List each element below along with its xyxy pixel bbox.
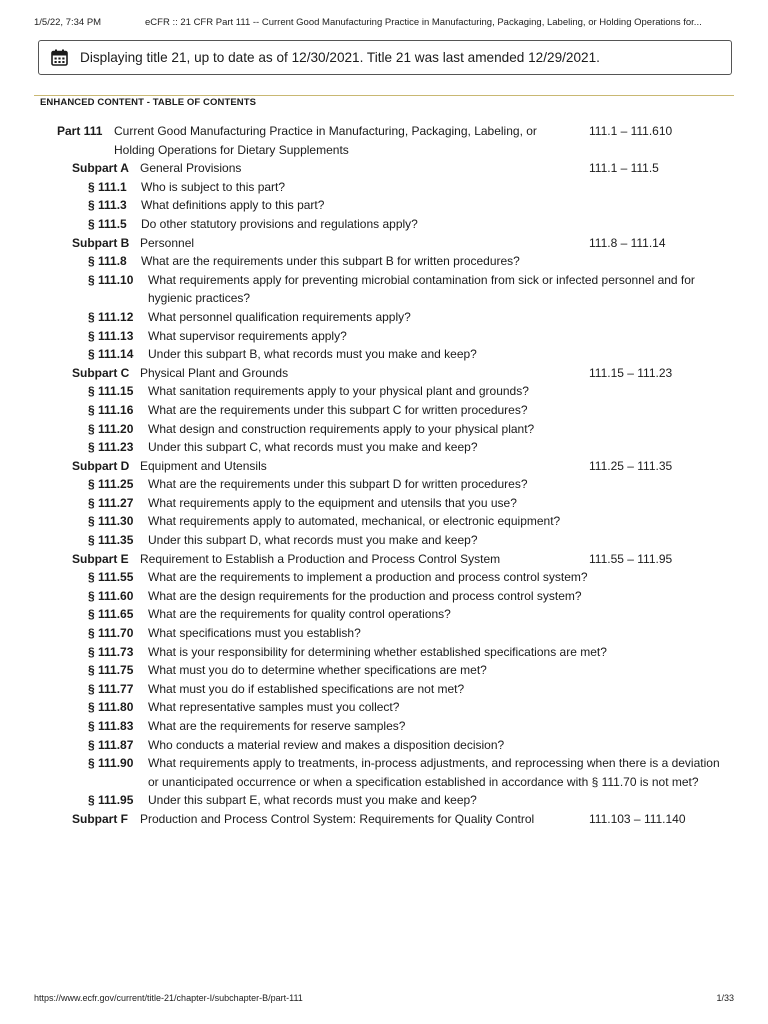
print-header [34,17,734,28]
section-title: What are the requirements to implement a production and process control system? [148,570,588,585]
banner-message: Displaying title 21, up to date as of 12/30/2021. Title 21 was last amended 12/29/2021. [80,50,600,65]
section-title: What definitions apply to this part? [141,198,325,213]
print-footer [34,993,734,1003]
subpart-title: Production and Process Control System: Requirements for Quality Control [140,811,535,826]
section-title: What are the requirements for quality control operations? [148,607,451,622]
section-title: What are the requirements under this subpart D for written procedures? [148,477,528,492]
section-number[interactable]: § 111.10 [88,272,134,287]
toc-section-row[interactable] [0,215,768,234]
toc-section-row[interactable] [0,420,768,439]
section-title: Under this subpart C, what records must you make and keep? [148,440,478,455]
toc-section-row[interactable] [0,401,768,420]
subpart-label[interactable]: Subpart E [72,551,129,566]
section-title: What specifications must you establish? [148,626,361,641]
toc-heading: ENHANCED CONTENT - TABLE OF CONTENTS [40,97,257,108]
subpart-range: 111.25 – 111.35 [589,458,673,473]
section-title: Who is subject to this part? [141,179,286,194]
toc-section-row[interactable] [0,345,768,364]
toc-section-row[interactable] [0,271,768,308]
section-number[interactable]: § 111.23 [88,440,134,455]
section-number[interactable]: § 111.8 [88,254,127,269]
section-title: Do other statutory provisions and regulations apply? [141,216,418,231]
table-of-contents [0,122,768,829]
section-number[interactable]: § 111.90 [88,756,134,771]
section-title: What requirements apply to treatments, in-process adjustments, and reprocessing when there is a deviation or unanticipated occurrence or when a specification established in accordance with § 111.70 is not met? [148,756,720,789]
toc-section-row[interactable] [0,196,768,215]
section-title: What is your responsibility for determining whether established specifications are met? [148,644,607,659]
toc-section-row[interactable] [0,382,768,401]
toc-section-row[interactable] [0,680,768,699]
section-number[interactable]: § 111.3 [88,198,127,213]
toc-section-row[interactable] [0,475,768,494]
section-number[interactable]: § 111.5 [88,216,127,231]
toc-subpart-row[interactable] [0,364,768,383]
section-title: What personnel qualification requirements apply? [148,309,411,324]
section-number[interactable]: § 111.55 [88,570,134,585]
subpart-title: General Provisions [140,161,242,176]
toc-section-row[interactable] [0,308,768,327]
section-title: What are the requirements for reserve samples? [148,719,406,733]
section-title: Under this subpart B, what records must you make and keep? [148,347,477,362]
section-number[interactable]: § 111.14 [88,347,134,362]
section-number[interactable]: § 111.30 [88,514,134,529]
section-number[interactable]: § 111.95 [88,793,134,808]
subpart-range: 111.15 – 111.23 [589,365,673,380]
calendar-icon [51,49,68,66]
section-number[interactable]: § 111.20 [88,421,134,436]
print-page-title: eCFR :: 21 CFR Part 111 -- Current Good Manufacturing Practice in Manufacturing, Packaging, Labeling, or Holding Operations for... [145,17,702,28]
subpart-title: Personnel [140,235,195,250]
subpart-range: 111.8 – 111.14 [589,235,666,250]
section-number[interactable]: § 111.35 [88,533,134,548]
section-number[interactable]: § 111.16 [88,402,134,417]
toc-subpart-row[interactable] [0,810,768,829]
section-number[interactable]: § 111.83 [88,719,134,733]
subpart-range: 111.55 – 111.95 [589,551,673,566]
section-number[interactable]: § 111.73 [88,644,134,659]
subpart-title: Requirement to Establish a Production and Process Control System [140,551,501,566]
toc-subpart-row[interactable] [0,457,768,476]
toc-section-row[interactable] [0,661,768,680]
section-number[interactable]: § 111.77 [88,681,134,696]
section-title: What sanitation requirements apply to your physical plant and grounds? [148,384,529,399]
part-range: 111.1 – 111.610 [589,124,673,138]
section-number[interactable]: § 111.87 [88,737,134,752]
print-url: https://www.ecfr.gov/current/title-21/chapter-I/subchapter-B/part-111 [34,993,303,1003]
section-title: Under this subpart E, what records must you make and keep? [148,793,477,808]
toc-section-row[interactable] [0,624,768,643]
version-banner [38,40,732,75]
toc-section-row[interactable] [0,754,768,791]
section-title: What design and construction requirements apply to your physical plant? [148,421,535,436]
subpart-title: Physical Plant and Grounds [140,365,289,380]
section-number[interactable]: § 111.27 [88,495,134,510]
subpart-label[interactable]: Subpart D [72,458,130,473]
subpart-range: 111.103 – 111.140 [589,811,686,826]
toc-subpart-row[interactable] [0,159,768,178]
section-title: Who conducts a material review and makes a disposition decision? [148,737,505,752]
toc-part-row[interactable] [0,122,768,159]
toc-subpart-row[interactable] [0,234,768,253]
section-title: What are the design requirements for the production and process control system? [148,588,582,603]
toc-section-row[interactable] [0,531,768,550]
toc-section-row[interactable] [0,512,768,531]
subpart-label[interactable]: Subpart C [72,365,130,380]
toc-section-row[interactable] [0,568,768,587]
toc-section-row[interactable] [0,587,768,606]
section-title: What representative samples must you collect? [148,700,400,715]
toc-section-row[interactable] [0,605,768,624]
section-number[interactable]: § 111.60 [88,588,134,603]
toc-section-row[interactable] [0,643,768,662]
print-timestamp: 1/5/22, 7:34 PM [34,17,102,28]
section-number[interactable]: § 111.1 [88,179,127,194]
toc-subpart-row[interactable] [0,550,768,569]
section-title: What supervisor requirements apply? [148,328,347,343]
toc-section-row[interactable] [0,736,768,755]
section-number[interactable]: § 111.65 [88,607,134,622]
subpart-range: 111.1 – 111.5 [589,161,659,176]
section-title: What requirements apply to automated, mechanical, or electronic equipment? [148,514,561,529]
section-number[interactable]: § 111.25 [88,477,134,492]
subpart-label[interactable]: Subpart B [72,235,130,250]
toc-section-row[interactable] [0,327,768,346]
toc-section-row[interactable] [0,438,768,457]
section-title: What are the requirements under this subpart B for written procedures? [141,254,520,269]
toc-section-row[interactable] [0,252,768,271]
toc-section-row[interactable] [0,717,768,736]
section-title: What requirements apply for preventing microbial contamination from sick or infected personnel and for hygienic practices? [148,272,695,306]
subpart-label[interactable]: Subpart A [72,161,129,176]
section-title: Under this subpart D, what records must you make and keep? [148,533,478,548]
section-title: What must you do to determine whether specifications are met? [148,663,487,678]
section-title: What requirements apply to the equipment and utensils that you use? [148,495,517,510]
toc-section-row[interactable] [0,178,768,197]
toc-section-row[interactable] [0,698,768,717]
section-number[interactable]: § 111.12 [88,309,134,324]
print-page-number: 1/33 [716,993,734,1003]
section-number[interactable]: § 111.75 [88,663,134,678]
section-title: What are the requirements under this subpart C for written procedures? [148,402,528,417]
toc-section-row[interactable] [0,791,768,810]
toc-section-row[interactable] [0,494,768,513]
section-number[interactable]: § 111.13 [88,328,134,343]
subpart-label[interactable]: Subpart F [72,811,128,826]
section-number[interactable]: § 111.15 [88,384,134,399]
part-label[interactable]: Part 111 [57,124,103,138]
part-title: Current Good Manufacturing Practice in Manufacturing, Packaging, Labeling, or Holding Operations for Dietary Supplements [114,124,537,157]
subpart-title: Equipment and Utensils [140,458,267,473]
section-divider [34,95,734,96]
section-number[interactable]: § 111.80 [88,700,134,715]
section-number[interactable]: § 111.70 [88,626,134,641]
section-title: What must you do if established specifications are not met? [148,681,465,696]
